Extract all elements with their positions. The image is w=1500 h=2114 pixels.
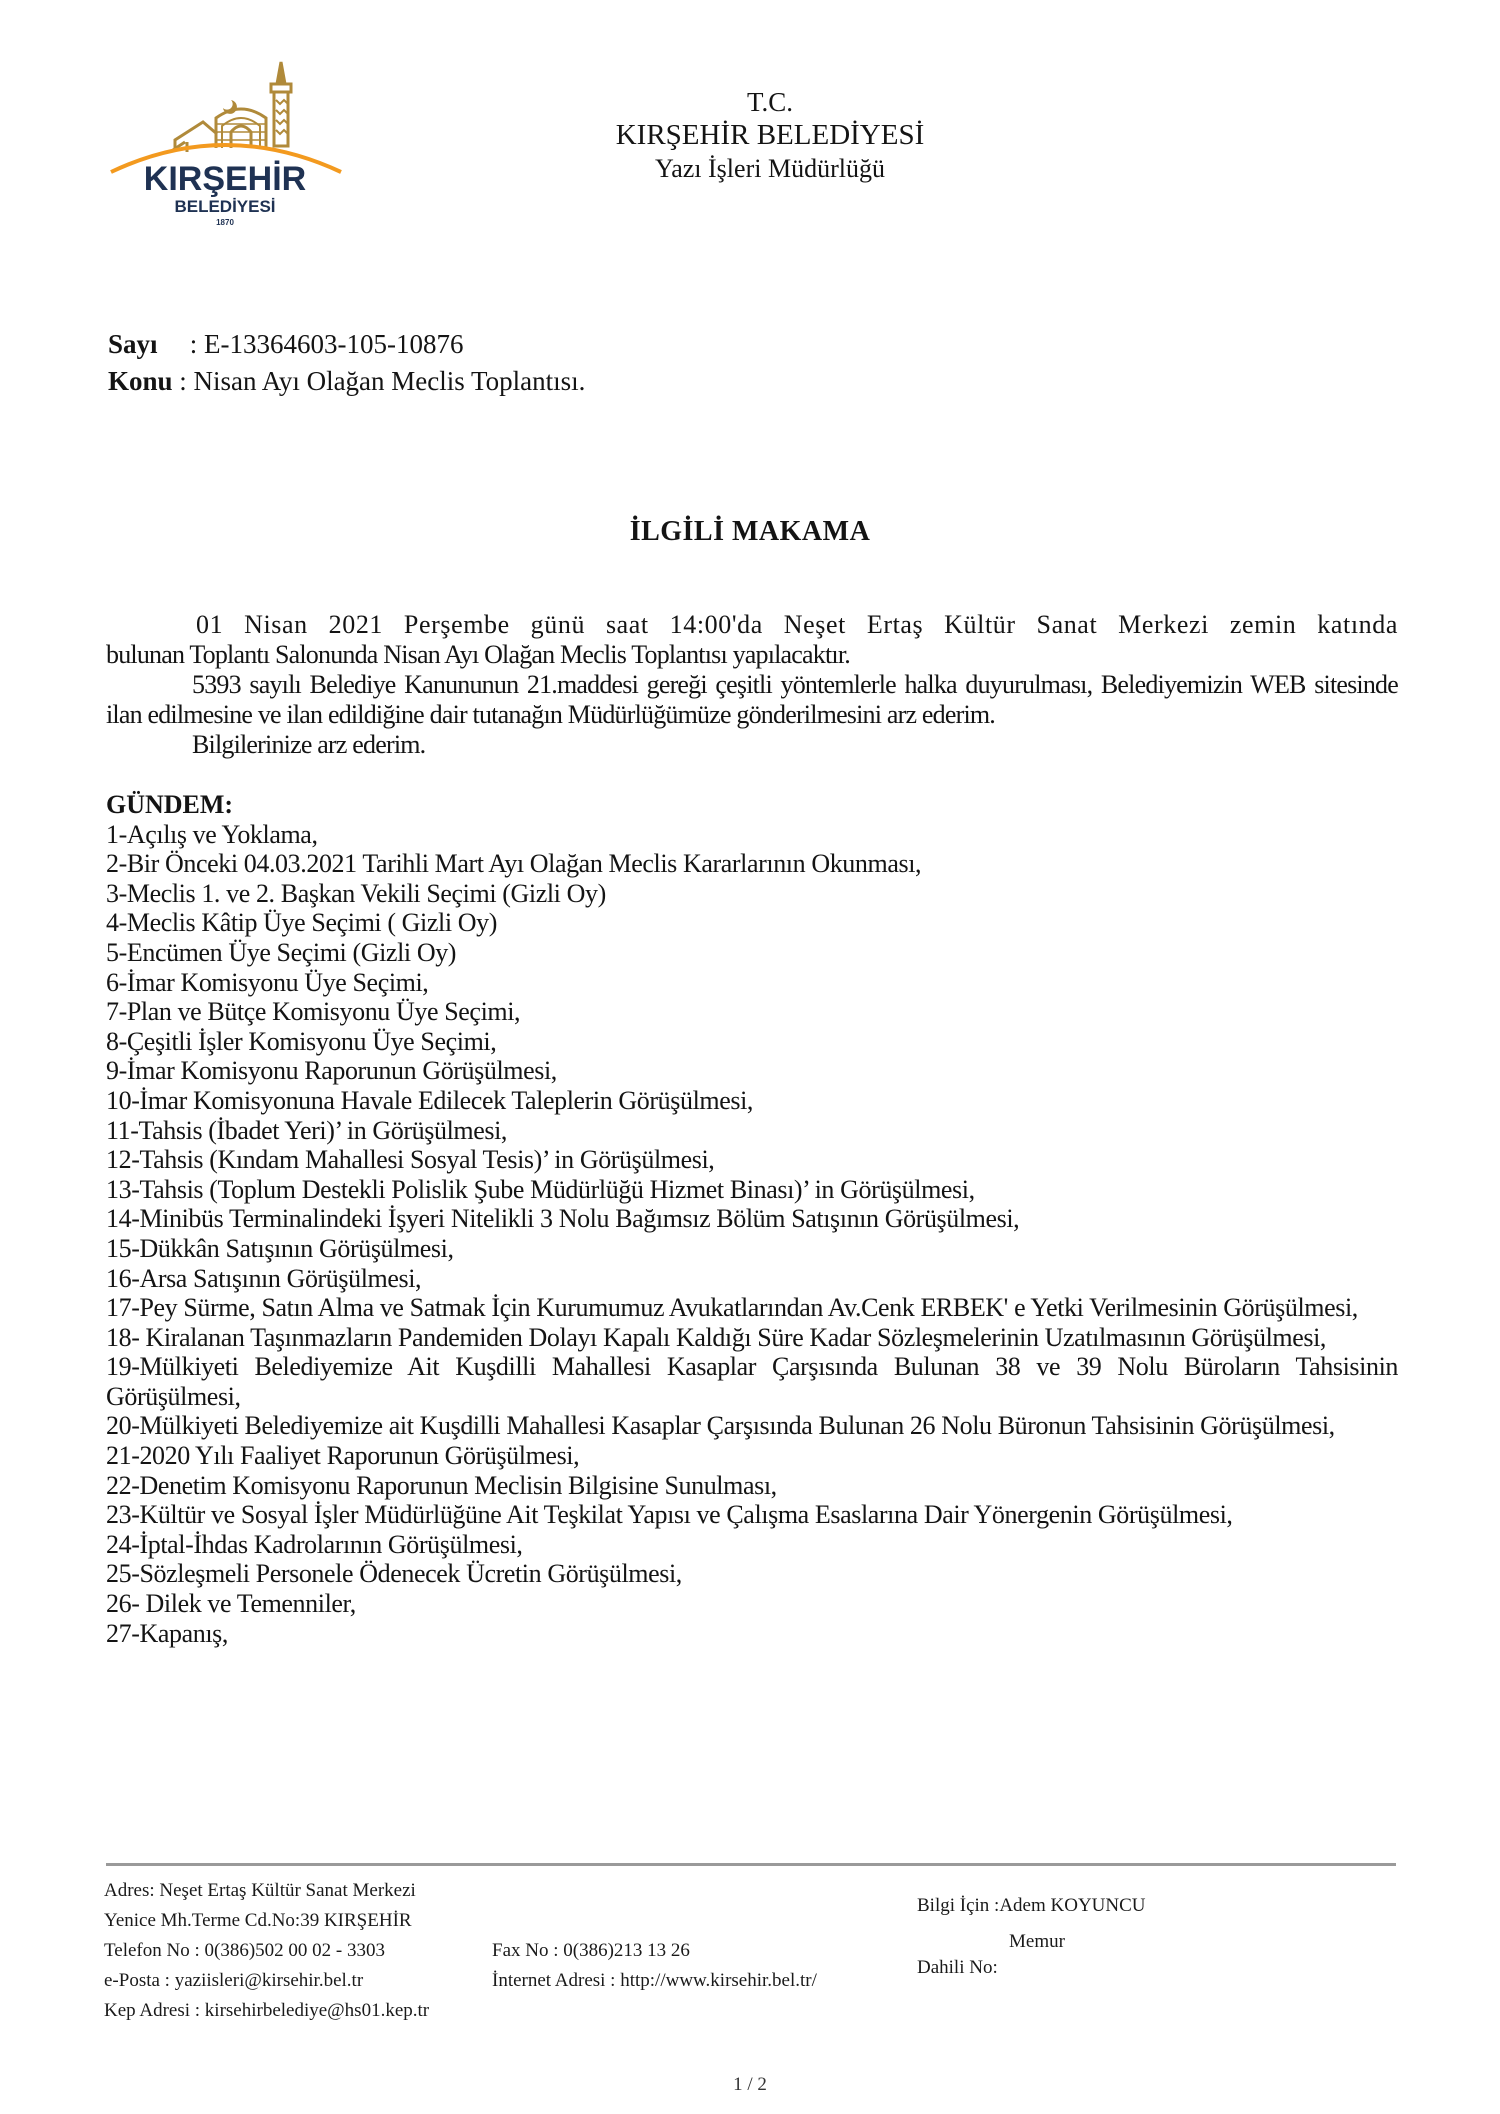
letterhead xyxy=(560,86,980,184)
agenda-item: 4-Meclis Kâtip Üye Seçimi ( Gizli Oy) xyxy=(106,908,497,938)
footer-phone: Telefon No : 0(386)502 00 02 - 3303 xyxy=(104,1940,385,1961)
agenda-item: 27-Kapanış, xyxy=(106,1618,228,1648)
agenda-item: 11-Tahsis (İbadet Yeri)’ in Görüşülmesi, xyxy=(106,1115,508,1145)
footer-extension: Dahili No: xyxy=(917,1957,998,1978)
body-paragraph-1-line-2: bulunan Toplantı Salonunda Nisan Ayı Olağan Meclis Toplantısı yapılacaktır. xyxy=(106,640,850,669)
letter-body xyxy=(106,610,1398,760)
body-paragraph-1-line-1: 01 Nisan 2021 Perşembe günü saat 14:00'da Neşet Ertaş Kültür Sanat Merkezi zemin katında xyxy=(196,610,1398,639)
agenda-item: 16-Arsa Satışının Görüşülmesi, xyxy=(106,1263,422,1293)
document-meta xyxy=(108,326,585,400)
agenda-item: 14-Minibüs Terminalindeki İşyeri Nitelikli 3 Nolu Bağımsız Bölüm Satışının Görüşülmesi, xyxy=(106,1204,1020,1234)
agenda-item: 13-Tahsis (Toplum Destekli Polislik Şube Müdürlüğü Hizmet Binası)’ in Görüşülmesi, xyxy=(106,1174,975,1204)
logo-year: 1870 xyxy=(216,218,234,227)
agenda-item: 9-İmar Komisyonu Raporunun Görüşülmesi, xyxy=(106,1056,557,1086)
kirsehir-emblem-icon xyxy=(105,50,345,230)
reference-label: Sayı xyxy=(108,329,158,359)
agenda-item: 24-İptal-İhdas Kadrolarının Görüşülmesi, xyxy=(106,1529,523,1559)
footer-address-line-1: Adres: Neşet Ertaş Kültür Sanat Merkezi xyxy=(104,1880,416,1901)
footer-kep-address[interactable]: Kep Adresi : kirsehirbelediye@hs01.kep.tr xyxy=(104,2000,430,2021)
logo-subtitle: BELEDİYESİ xyxy=(174,197,276,216)
footer-contact-person xyxy=(917,1891,1146,1981)
footer-fax: Fax No : 0(386)213 13 26 xyxy=(492,1940,690,1961)
subject-row xyxy=(108,363,585,400)
agenda-item: 18- Kiralanan Taşınmazların Pandemiden Dolayı Kapalı Kaldığı Süre Kadar Sözleşmelerinin Uzatılmasının Görüşülmesi, xyxy=(106,1322,1326,1352)
agenda-item: 23-Kültür ve Sosyal İşler Müdürlüğüne Ait Teşkilat Yapısı ve Çalışma Esaslarına Dair Yönergenin Görüşülmesi, xyxy=(106,1500,1233,1530)
footer-divider xyxy=(106,1863,1396,1866)
letterhead-organization: KIRŞEHİR BELEDİYESİ xyxy=(615,119,925,152)
footer-fax-web xyxy=(492,1936,817,1996)
agenda-item: 1-Açılış ve Yoklama, xyxy=(106,819,318,849)
subject-value: : Nisan Ayı Olağan Meclis Toplantısı. xyxy=(179,366,586,396)
footer-website[interactable]: İnternet Adresi : http://www.kirsehir.bel.tr/ xyxy=(492,1970,817,1991)
agenda-item: 22-Denetim Komisyonu Raporunun Meclisin Bilgisine Sunulması, xyxy=(106,1470,777,1500)
agenda-item: 2-Bir Önceki 04.03.2021 Tarihli Mart Ayı Olağan Meclis Kararlarının Okunması, xyxy=(106,849,922,879)
reference-value: : E-13364603-105-10876 xyxy=(189,329,464,359)
logo-wordmark: KIRŞEHİR xyxy=(143,160,307,198)
agenda-item: 15-Dükkân Satışının Görüşülmesi, xyxy=(106,1233,454,1263)
agenda-item: 21-2020 Yılı Faaliyet Raporunun Görüşülmesi, xyxy=(106,1441,580,1471)
agenda-item: 7-Plan ve Bütçe Komisyonu Üye Seçimi, xyxy=(106,997,521,1027)
agenda-item: 8-Çeşitli İşler Komisyonu Üye Seçimi, xyxy=(106,1026,497,1056)
addressee-heading: İLGİLİ MAKAMA xyxy=(629,516,871,547)
page-number: 1 / 2 xyxy=(733,2074,767,2095)
agenda-item: 5-Encümen Üye Seçimi (Gizli Oy) xyxy=(106,937,457,967)
agenda-item: 17-Pey Sürme, Satın Alma ve Satmak İçin Kurumumuz Avukatlarından Av.Cenk ERBEK' e Yetki Verilmesinin Görüşülmesi, xyxy=(106,1293,1358,1323)
municipality-logo xyxy=(105,50,345,230)
reference-number-row xyxy=(108,326,585,363)
body-paragraph-3: Bilgilerinize arz ederim. xyxy=(192,730,426,759)
footer-role: Memur xyxy=(1009,1931,1065,1952)
agenda-item: 25-Sözleşmeli Personele Ödenecek Ücretin Görüşülmesi, xyxy=(106,1559,682,1589)
agenda-item: 19-Mülkiyeti Belediyemize Ait Kuşdilli Mahallesi Kasaplar Çarşısında Bulunan 38 ve 39 Nolu Büroların Tahsisinin Görüşülmesi, xyxy=(106,1352,1398,1411)
footer-address-line-2: Yenice Mh.Terme Cd.No:39 KIRŞEHİR xyxy=(104,1910,412,1931)
footer-email[interactable]: e-Posta : yaziisleri@kirsehir.bel.tr xyxy=(104,1970,364,1991)
footer-info-person: Bilgi İçin :Adem KOYUNCU xyxy=(917,1895,1146,1916)
agenda-item: 20-Mülkiyeti Belediyemize ait Kuşdilli Mahallesi Kasaplar Çarşısında Bulunan 26 Nolu Büronun Tahsisinin Görüşülmesi, xyxy=(106,1411,1335,1441)
subject-label: Konu xyxy=(108,366,173,396)
body-paragraph-2: 5393 sayılı Belediye Kanununun 21.maddesi gereği çeşitli yöntemlerle halka duyurulması, Belediyemizin WEB sitesinde ilan edilmesine ve ilan edildiğine dair tutanağın Müdürlüğümüze gönderilmesini arz ederim. xyxy=(106,670,1398,729)
agenda-item: 12-Tahsis (Kındam Mahallesi Sosyal Tesis)’ in Görüşülmesi, xyxy=(106,1145,715,1175)
letterhead-department: Yazı İşleri Müdürlüğü xyxy=(655,154,885,184)
letterhead-republic: T.C. xyxy=(747,87,793,117)
agenda-title: GÜNDEM: xyxy=(106,790,234,819)
agenda-item: 26- Dilek ve Temenniler, xyxy=(106,1589,356,1619)
agenda-item: 3-Meclis 1. ve 2. Başkan Vekili Seçimi (Gizli Oy) xyxy=(106,878,606,908)
agenda xyxy=(106,790,1398,1648)
agenda-item: 10-İmar Komisyonuna Havale Edilecek Taleplerin Görüşülmesi, xyxy=(106,1085,754,1115)
footer-contact xyxy=(104,1876,429,2026)
agenda-item: 6-İmar Komisyonu Üye Seçimi, xyxy=(106,967,429,997)
